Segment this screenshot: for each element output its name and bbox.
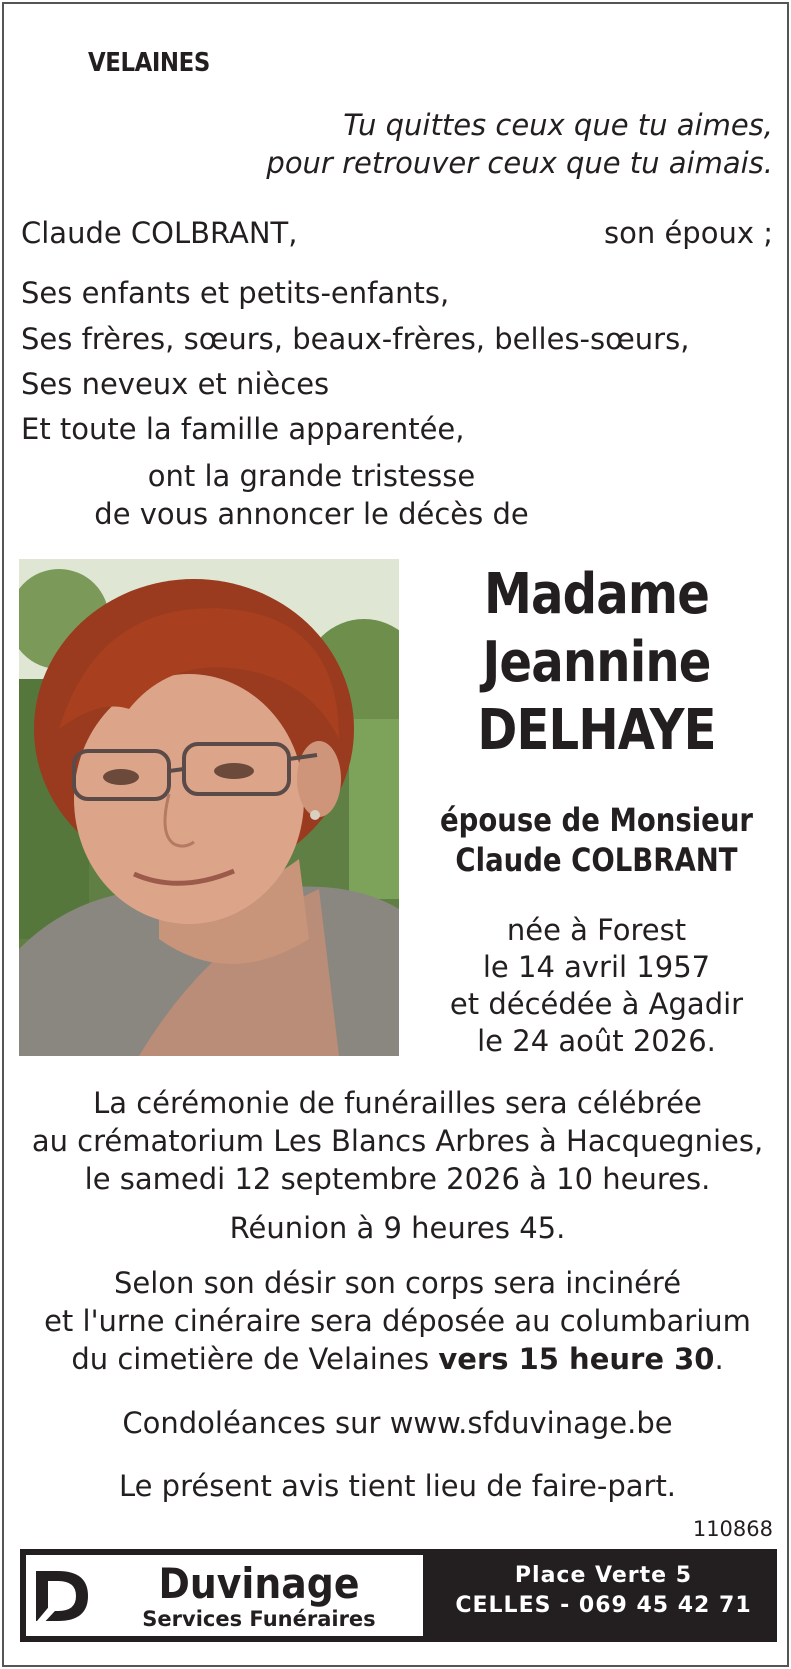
footer-banner [20, 1549, 777, 1642]
birth-place: née à Forest [506, 913, 687, 947]
quote-line-2: pour retrouver ceux que tu aimais. [266, 146, 773, 180]
ceremony-line-2: au crématorium Les Blancs Arbres à Hacquegnies, [31, 1124, 764, 1158]
deceased-name [404, 561, 789, 765]
spouse-of [404, 800, 789, 880]
obituary-notice [2, 2, 789, 1667]
spouse-of-line-1: épouse de Monsieur [440, 801, 753, 839]
wish-line-3 [4, 1342, 789, 1376]
ceremony-line-3: le samedi 12 septembre 2026 à 10 heures. [84, 1162, 711, 1196]
wish-line-2: et l'urne cinéraire sera déposée au columbarium [44, 1304, 751, 1338]
family-line: Ses frères, sœurs, beaux-frères, belles-sœurs, [21, 322, 690, 356]
spouse-role: son époux ; [604, 216, 773, 250]
address-line: Place Verte 5 [514, 1563, 693, 1588]
wish-line-3-end: . [714, 1342, 724, 1376]
announcement-line-1: ont la grande tristesse [147, 459, 476, 493]
town-heading: VELAINES [88, 48, 210, 78]
duvinage-logo-icon [32, 1565, 92, 1627]
deceased-title: Madame [483, 562, 710, 627]
announcement-line-2: de vous annoncer le décès de [94, 497, 529, 531]
birth-date: le 14 avril 1957 [482, 950, 711, 984]
family-line: Et toute la famille apparentée, [21, 412, 465, 446]
deceased-first-name: Jeannine [482, 630, 711, 695]
notice-text: Le présent avis tient lieu de faire-part. [118, 1469, 677, 1503]
family-line: Ses enfants et petits-enfants, [21, 276, 450, 310]
death-date: le 24 août 2026. [477, 1024, 716, 1058]
family-line: Ses neveux et nièces [21, 367, 330, 401]
brand-name: Duvinage [158, 1559, 360, 1608]
spouse-name: Claude COLBRANT, [21, 216, 298, 250]
condolences-link[interactable]: Condoléances sur www.sfduvinage.be [122, 1406, 673, 1440]
reference-number: 110868 [692, 1517, 773, 1541]
brand-tagline: Services Funéraires [142, 1607, 376, 1631]
quote-line-1: Tu quittes ceux que tu aimes, [343, 108, 773, 142]
ceremony-line-1: La cérémonie de funérailles sera célébrée [93, 1086, 702, 1120]
portrait-photo [19, 559, 399, 1056]
wish-line-1: Selon son désir son corps sera incinéré [113, 1266, 682, 1300]
meeting-time: Réunion à 9 heures 45. [229, 1211, 566, 1245]
death-place: et décédée à Agadir [449, 987, 744, 1021]
spouse-of-line-2: Claude COLBRANT [455, 841, 738, 879]
brand-box [26, 1555, 423, 1636]
deceased-last-name: DELHAYE [477, 698, 716, 763]
portrait-illustration [19, 559, 399, 1056]
life-dates [404, 912, 789, 1060]
wish-line-3-text: du cimetière de Velaines [71, 1342, 439, 1376]
wish-line-3-time: vers 15 heure 30 [438, 1342, 715, 1376]
address-phone-line: CELLES - 069 45 42 71 [455, 1593, 752, 1618]
